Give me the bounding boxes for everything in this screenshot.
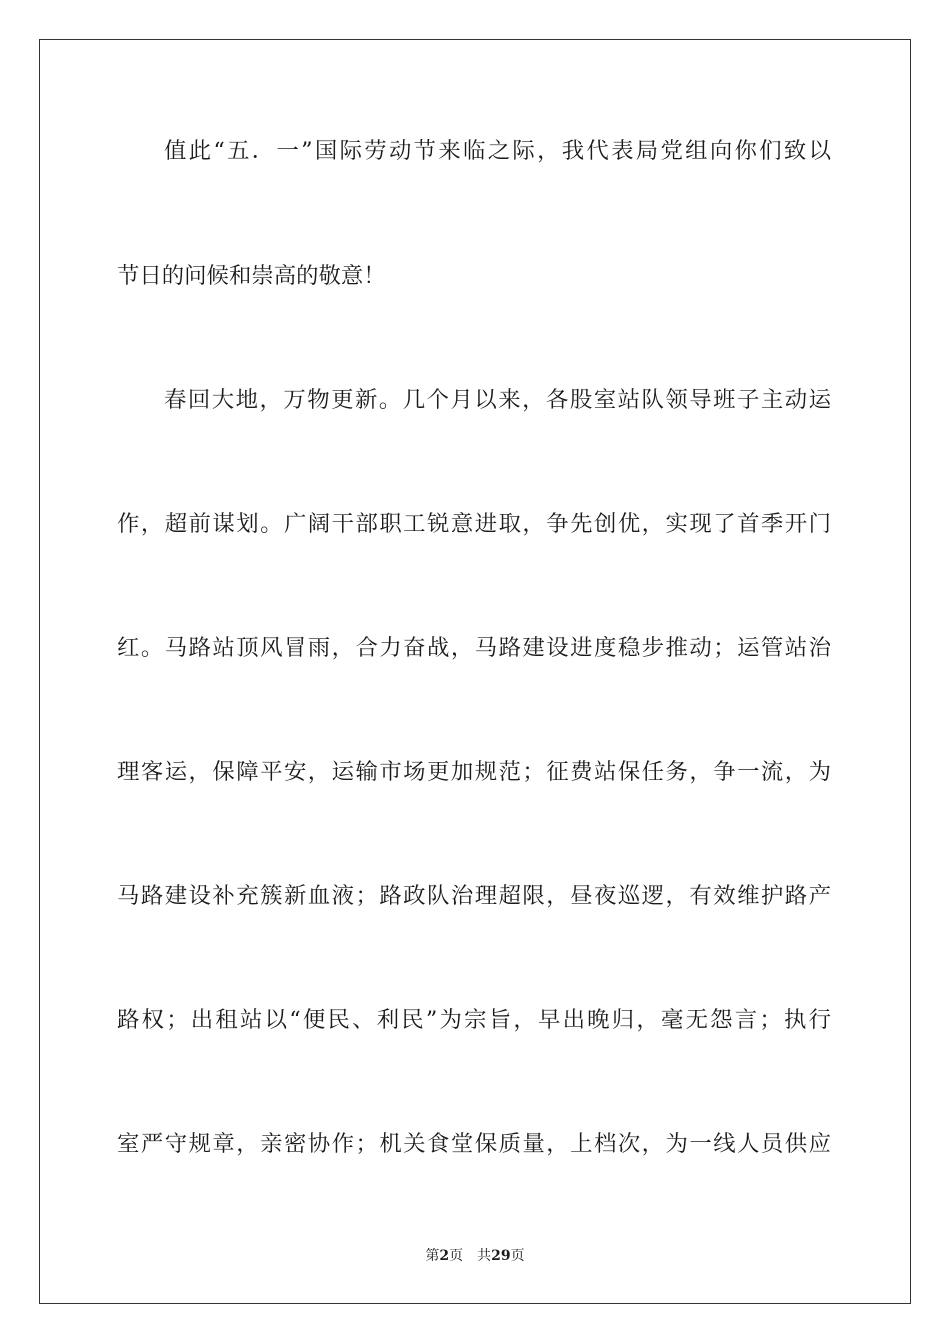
page-border: [39, 39, 911, 1304]
page-number: 2: [439, 1248, 450, 1264]
page-prefix: 第: [425, 1248, 440, 1264]
paragraph-line: 路权；出租站以“便民、利民”为宗旨，早出晚归，毫无怨言；执行: [117, 1007, 831, 1033]
total-suffix: 页: [510, 1248, 525, 1264]
paragraph-line: 值此“五．一”国际劳动节来临之际，我代表局党组向你们致以: [164, 138, 831, 164]
paragraph-line: 红。马路站顶风冒雨，合力奋战，马路建设进度稳步推动；运管站治: [117, 635, 831, 661]
paragraph-line: 作，超前谋划。广阔干部职工锐意进取，争先创优，实现了首季开门: [117, 511, 831, 537]
paragraph-line: 节日的问候和崇高的敬意！: [117, 263, 386, 289]
total-pages: 29: [491, 1248, 511, 1264]
paragraph-line: 马路建设补充簇新血液；路政队治理超限，昼夜巡逻，有效维护路产: [117, 883, 831, 909]
paragraph-line: 春回大地，万物更新。几个月以来，各股室站队领导班子主动运: [164, 387, 831, 413]
paragraph-line: 理客运，保障平安，运输市场更加规范；征费站保任务，争一流，为: [117, 759, 831, 785]
total-prefix: 共: [477, 1248, 492, 1264]
page-suffix: 页: [449, 1248, 464, 1264]
paragraph-line: 室严守规章，亲密协作；机关食堂保质量，上档次，为一线人员供应: [117, 1131, 831, 1157]
page-footer: [0, 1247, 950, 1265]
